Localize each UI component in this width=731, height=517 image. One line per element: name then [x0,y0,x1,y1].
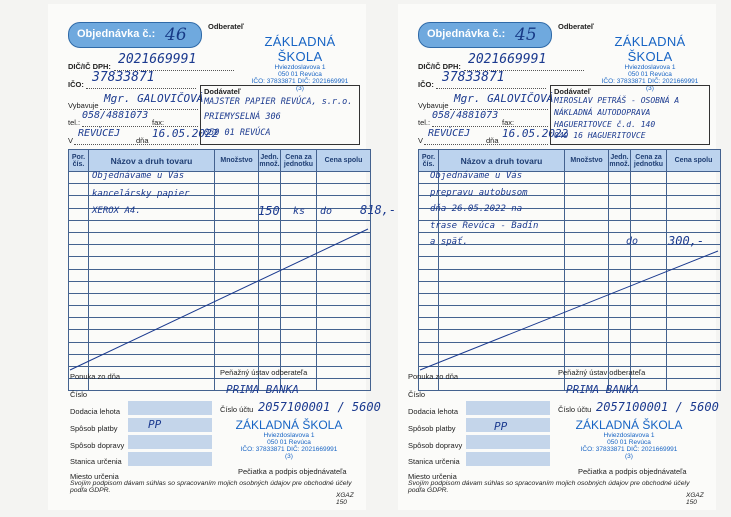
order-form-45 [398,4,719,510]
footer-label-2: Dodacia lehota [408,407,459,416]
footer-label-5: Stanica určenia [70,457,122,466]
void-line [418,171,720,372]
supplier-line-2: PRIEMYSELNÁ 306 [204,112,281,122]
dic-value: 2021669991 [118,52,197,67]
fax-label: fax: [152,118,165,127]
footer-label-2: Dodacia lehota [70,407,121,416]
order-label: Objednávka č.: [427,28,506,40]
sign-label: Pečiatka a podpis objednávateľa [238,467,347,476]
unit-price-value: do [320,206,333,217]
station-box [466,452,550,466]
item-line-1: Objednávame u Vás [92,171,185,181]
transport-box [128,435,212,449]
vybavuje-value: Mgr. GALOVIČOVÁ [454,92,554,105]
place-value: REVÚCEJ [78,128,121,139]
dna-label: dňa [486,136,499,145]
footer-label-6: Miesto určenia [408,472,457,481]
form-code: XGAZ 150 [686,492,704,506]
order-number: 45 [515,25,537,45]
supplier-line-3: HAGUERITOVCE č.d. 140 [554,120,656,129]
order-label: Objednávka č.: [77,28,156,40]
ico-label: IČO: [68,80,84,89]
item-line-2: prepravu autobusom [430,188,528,198]
col-name: Názov a druh tovaru [439,150,565,172]
stamp-street: Hviezdoslavova 1 [263,432,315,439]
col-name: Názov a druh tovaru [89,150,215,172]
col-unit: Jedn. množ. [609,150,631,172]
col-por: Por. čís. [419,150,439,172]
item-line-3: XEROX A4. [92,206,141,216]
footer-label-3: Spôsob platby [408,424,456,433]
tel-value: 058/4881073 [82,110,149,121]
vybavuje-label: Vybavuje [418,101,449,110]
stamp-city: 050 01 Revúca [607,439,651,446]
school-city: 050 01 Revúca [628,71,672,78]
item-line-5: a späť. [430,237,468,247]
item-line-4: trase Revúca - Badín [430,221,539,231]
col-total: Cena spolu [317,150,371,172]
school-ids: IČO: 37833871 DIČ: 2021669991 [601,78,699,85]
dic-value: 2021669991 [468,52,547,67]
school-name: ZÁKLADNÁ ŠKOLA [264,34,336,64]
total-value: 818,- [360,203,397,217]
supplier-box [200,85,360,145]
quantity-value: 150 [258,204,280,218]
footer-label-3: Spôsob platby [70,424,118,433]
sign-label: Pečiatka a podpis objednávateľa [578,467,687,476]
tel-value: 058/4881073 [432,110,499,121]
date-value: 16.05.2022 [502,127,569,140]
supplier-line-2: NÁKLADNÁ AUTODOPRAVA [554,108,651,117]
dic-label: DIČ/IČ DPH: [68,62,111,71]
school-stamp [224,418,354,460]
items-header [69,150,371,172]
order-number-badge [418,22,552,48]
gdpr-note: Svojím podpisom dávam súhlas so spracovaním mojich osobných údajov pre obchodné účely podľa GDPR. [408,480,690,494]
v-label: V [418,136,424,145]
item-line-1: Objednávame u Vás [430,171,523,181]
school-num: (3) [646,85,654,92]
supplier-label: Dodávateľ [554,87,591,96]
void-line [68,171,370,372]
place-value: REVÚCEJ [428,128,471,139]
v-label: V [68,136,74,145]
school-city: 050 01 Revúca [278,71,322,78]
transport-box [466,435,550,449]
ico-label: IČO: [418,80,434,89]
footer-label-0: Ponuka zo dňa [408,372,459,381]
delivery-box [128,401,212,415]
col-price: Cena za jednotku [281,150,317,172]
vybavuje-value: Mgr. GALOVIČOVÁ [104,92,204,105]
payment-box [128,418,212,432]
unit-price-value: do [626,236,639,247]
payment-box [466,418,550,432]
payment-value: PP [148,418,162,431]
items-header [419,150,721,172]
bank-label: Peňažný ústav odberateľa [220,368,308,377]
dic-label: DIČ/IČ DPH: [418,62,461,71]
ico-value: 37833871 [92,70,155,85]
account-label: Číslo účtu [558,405,592,414]
school-stamp [564,418,694,460]
stamp-street: Hviezdoslavova 1 [603,432,655,439]
supplier-line-4: 049 16 HAGUERITOVCE [554,131,646,140]
stamp-num: (3) [285,453,293,460]
form-code: XGAZ 150 [336,492,354,506]
school-num: (3) [296,85,304,92]
account-value: 2057100001 / 5600 [258,400,381,414]
station-box [128,452,212,466]
unit-value: ks [293,206,306,217]
order-form-46 [48,4,397,510]
school-ids: IČO: 37833871 DIČ: 2021669991 [251,78,349,85]
supplier-label: Dodávateľ [204,87,241,96]
delivery-box [466,401,550,415]
stamp-ids: IČO: 37833871 DIČ: 2021669991 [580,446,678,453]
footer-label-5: Stanica určenia [408,457,460,466]
stamp-city: 050 01 Revúca [267,439,311,446]
school-header [244,34,356,92]
date-value: 16.05.2022 [152,127,219,140]
footer-label-1: Číslo [70,390,88,399]
footer-label-4: Spôsob dopravy [70,441,125,450]
table-cell [667,379,721,391]
col-unit: Jedn. množ. [259,150,281,172]
footer-label-0: Ponuka zo dňa [70,372,121,381]
stamp-school-name: ZÁKLADNÁ ŠKOLA [235,418,343,432]
item-line-2: kancelársky papier [92,189,190,199]
order-number-badge [68,22,202,48]
col-price: Cena za jednotku [631,150,667,172]
footer-label-6: Miesto určenia [70,472,119,481]
stamp-ids: IČO: 37833871 DIČ: 2021669991 [240,446,338,453]
col-qty: Množstvo [215,150,259,172]
gdpr-note: Svojím podpisom dávam súhlas so spracovaním mojich osobných údajov pre obchodné účely podľa GDPR. [70,480,352,494]
bank-value: PRIMA BANKA [226,383,299,396]
supplier-box [550,85,710,145]
supplier-line-3: 050 01 REVÚCA [204,128,271,138]
ico-value: 37833871 [442,70,505,85]
school-header [594,34,706,92]
col-por: Por. čís. [69,150,89,172]
dna-label: dňa [136,136,149,145]
school-street: Hviezdoslavova 1 [624,64,676,71]
vybavuje-label: Vybavuje [68,101,99,110]
supplier-line-1: MAJSTER PAPIER REVÚCA, s.r.o. [204,97,353,107]
account-value: 2057100001 / 5600 [596,400,719,414]
payment-value: PP [494,420,508,433]
fax-label: fax: [502,118,515,127]
school-name: ZÁKLADNÁ ŠKOLA [614,34,686,64]
table-cell [317,379,371,391]
tel-label: tel.: [68,118,81,127]
customer-label: Odberateľ [208,22,244,31]
stamp-num: (3) [625,453,633,460]
school-street: Hviezdoslavova 1 [274,64,326,71]
account-label: Číslo účtu [220,405,254,414]
total-value: 300,- [668,234,705,248]
stamp-school-name: ZÁKLADNÁ ŠKOLA [575,418,683,432]
footer-label-1: Číslo [408,390,426,399]
item-line-3: dňa 26.05.2022 na [430,204,523,214]
order-number: 46 [165,25,187,45]
customer-label: Odberateľ [558,22,594,31]
col-qty: Množstvo [565,150,609,172]
col-total: Cena spolu [667,150,721,172]
bank-label: Peňažný ústav odberateľa [558,368,646,377]
supplier-line-1: MIROSLAV PETRÁŠ - OSOBNÁ A [554,96,680,105]
tel-label: tel.: [418,118,431,127]
footer-label-4: Spôsob dopravy [408,441,463,450]
bank-value: PRIMA BANKA [566,383,639,396]
